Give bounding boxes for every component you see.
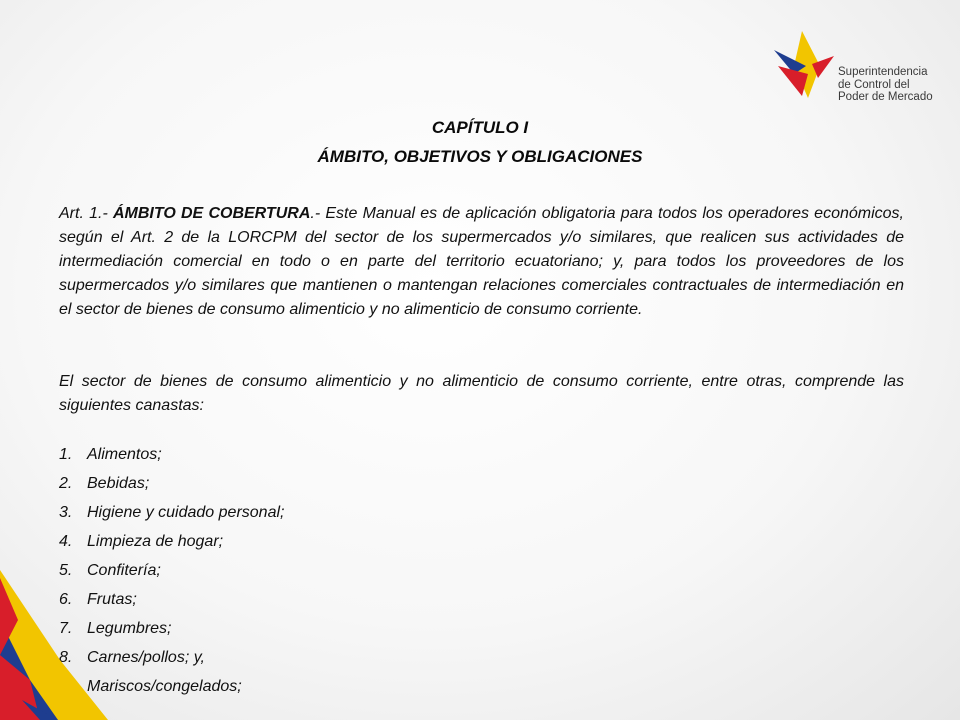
organization-logo: [772, 26, 942, 106]
list-item-number: 8.: [59, 649, 73, 666]
list-item: [59, 501, 284, 530]
list-item-number: 4.: [59, 533, 73, 550]
logo-emblem-icon: [772, 26, 842, 106]
logo-line-2: de Control del: [838, 78, 910, 91]
list-item: [59, 443, 284, 472]
list-item-number: 7.: [59, 620, 73, 637]
list-item: [59, 472, 284, 501]
list-item-number: 6.: [59, 591, 73, 608]
list-item-text: Confitería;: [87, 562, 161, 579]
logo-line-3: Poder de Mercado: [838, 91, 933, 103]
list-item-text: Carnes/pollos; y,: [87, 649, 205, 666]
list-item-text: Limpieza de hogar;: [87, 533, 224, 550]
list-item-text: Bebidas;: [87, 475, 150, 492]
article-heading: ÁMBITO DE COBERTURA: [112, 205, 311, 222]
list-item-number: 2.: [59, 475, 73, 492]
list-item-text: Higiene y cuidado personal;: [87, 504, 285, 521]
list-item: [59, 530, 284, 559]
list-item-text: Mariscos/congelados;: [87, 678, 242, 695]
logo-wordmark: [838, 66, 933, 104]
chapter-subtitle: ÁMBITO, OBJETIVOS Y OBLIGACIONES: [317, 147, 643, 166]
list-item-number: 3.: [59, 504, 73, 521]
intro-paragraph: El sector de bienes de consumo alimenticio y no alimenticio de consumo corriente, entre otras, comprende las siguientes canastas:: [59, 373, 904, 414]
list-item-text: Frutas;: [87, 591, 137, 608]
corner-flag-decoration-icon: [0, 560, 120, 720]
list-item-text: Legumbres;: [87, 620, 172, 637]
article-prefix: Art. 1.-: [59, 205, 113, 222]
article-paragraph: [59, 202, 904, 322]
logo-line-1: Superintendencia: [838, 66, 928, 78]
article-body: .- Este Manual es de aplicación obligatoria para todos los operadores económicos, según el Art. 2 de la LORCPM del sector de los supermercados y/o similares, que realicen sus actividades de intermediación comercial en todo o en parte del territorio ecuatoriano; y, para todos los proveedores de los supermercados y/o similares que mantienen o mantengan relaciones comerciales contractuales de intermediación en el sector de bienes de consumo alimenticio y no alimenticio de consumo corriente.: [59, 205, 905, 318]
chapter-title: CAPÍTULO I: [431, 118, 529, 137]
list-item-text: Alimentos;: [87, 446, 162, 463]
list-item-number: 1.: [59, 446, 73, 463]
list-item-number: 5.: [59, 562, 73, 579]
